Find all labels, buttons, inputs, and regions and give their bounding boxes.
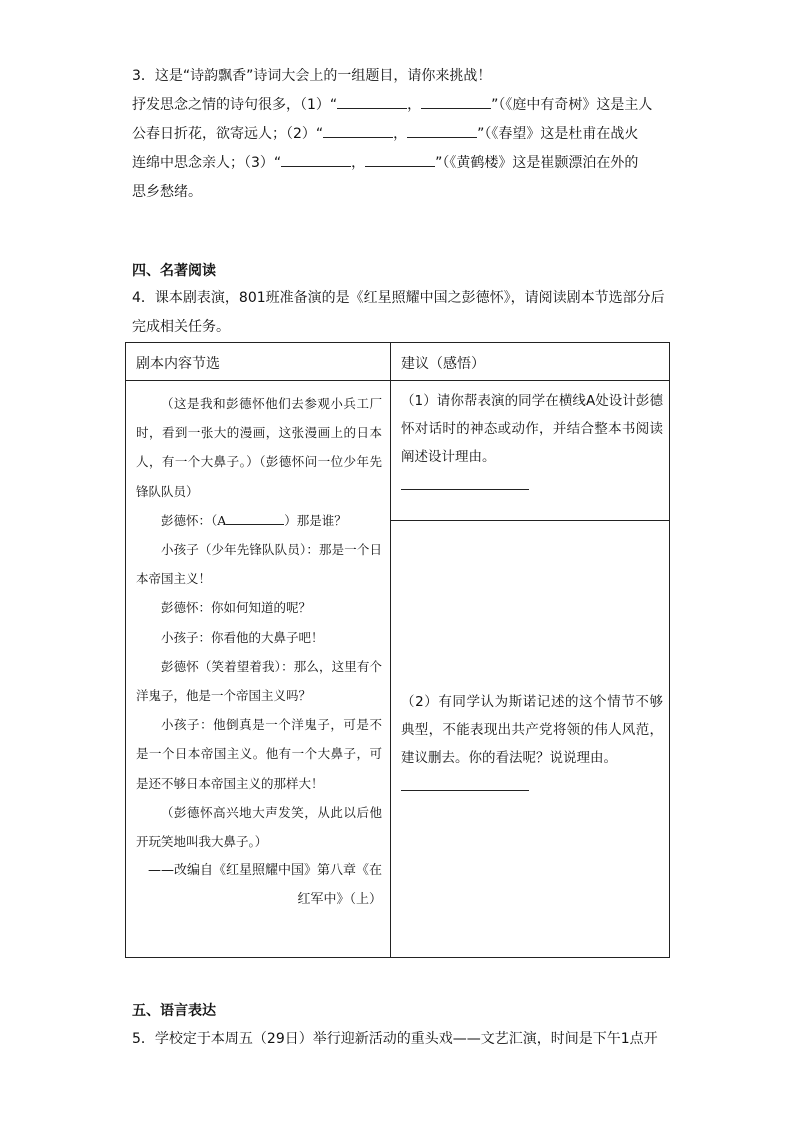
question-4-line-2: 完成相关任务。 (132, 319, 230, 335)
script-table (125, 342, 670, 958)
stage-direction: （彭德怀高兴地大声发笑，从此以后他开玩笑地叫我大鼻子。） (136, 804, 382, 850)
answer-blank[interactable] (365, 152, 435, 167)
question-4-line-1: 4．课本剧表演，801班准备演的是《红星照耀中国之彭德怀》，请阅读剧本节选部分后 (132, 290, 665, 306)
question-5-line-1: 5．学校定于本周五（29日）举行迎新活动的重头戏——文艺汇演，时间是下午1点开 (132, 1031, 658, 1047)
answer-line[interactable] (401, 481, 529, 490)
question-4 (132, 284, 665, 342)
table-header-script: 剧本内容节选 (126, 343, 391, 381)
question-5 (132, 1025, 662, 1054)
script-line: 小孩子（少年先锋队队员）：那是一个日本帝国主义！ (136, 542, 382, 587)
script-line: 小孩子：他倒真是一个洋鬼子，可是不是一个日本帝国主义。他有一个大鼻子，可是还不够日本帝国主义的那样大！ (136, 717, 382, 791)
blank-a[interactable] (226, 512, 284, 525)
section-4-heading: 四、名著阅读 (132, 263, 216, 279)
answer-blank[interactable] (407, 123, 477, 138)
section-5-heading: 五、语言表达 (132, 1003, 216, 1019)
script-excerpt-cell (126, 381, 391, 958)
answer-blank[interactable] (337, 94, 407, 109)
answer-blank[interactable] (281, 152, 351, 167)
question-3 (132, 62, 662, 207)
task-2-cell (391, 521, 670, 958)
script-excerpt (126, 381, 390, 915)
answer-blank[interactable] (323, 123, 393, 138)
question-3-line-1: 抒发思念之情的诗句很多，（1）“ ， ”（《庭中有奇树》这是主人 (132, 91, 662, 120)
script-line: 彭德怀（笑着望着我）：那么，这里有个洋鬼子，他是一个帝国主义吗？ (136, 658, 382, 704)
question-3-title: 3．这是“诗韵飘香”诗词大会上的一组题目，请你来挑战！ (132, 68, 492, 84)
script-line: 小孩子：你看他的大鼻子吧！ (161, 629, 324, 645)
script-source: ——改编自《红星照耀中国》第八章《在红军中》（上） (147, 863, 382, 908)
table-header-suggestion: 建议（感悟） (391, 343, 670, 381)
answer-line[interactable] (401, 782, 529, 791)
script-line: 彭德怀：（A ）那是谁？ (161, 512, 347, 528)
task-1-text: （1）请你帮表演的同学在横线A处设计彭德怀对话时的神态或动作，并结合整本书阅读阐述设计理由。 (401, 393, 663, 465)
task-1-cell (391, 381, 670, 521)
task-2-text: （2）有同学认为斯诺记述的这个情节不够典型，不能表现出共产党将领的伟人风范，建议删去。你的看法呢？说说理由。 (401, 693, 663, 766)
question-3-line-3: 连绵中思念亲人；（3）“ ， ”（《黄鹤楼》这是崔颢漂泊在外的 (132, 149, 662, 178)
question-3-line-2: 公春日折花，欲寄远人；（2）“ ， ”（《春望》这是杜甫在战火 (132, 120, 662, 149)
answer-blank[interactable] (421, 94, 491, 109)
script-intro: （这是我和彭德怀他们去参观小兵工厂时，看到一张大的漫画，这张漫画上的日本人，有一个大鼻子。）（彭德怀问一位少年先锋队队员） (136, 396, 382, 499)
script-line: 彭德怀：你如何知道的呢？ (161, 600, 312, 616)
question-3-line-4: 思乡愁绪。 (132, 184, 202, 200)
